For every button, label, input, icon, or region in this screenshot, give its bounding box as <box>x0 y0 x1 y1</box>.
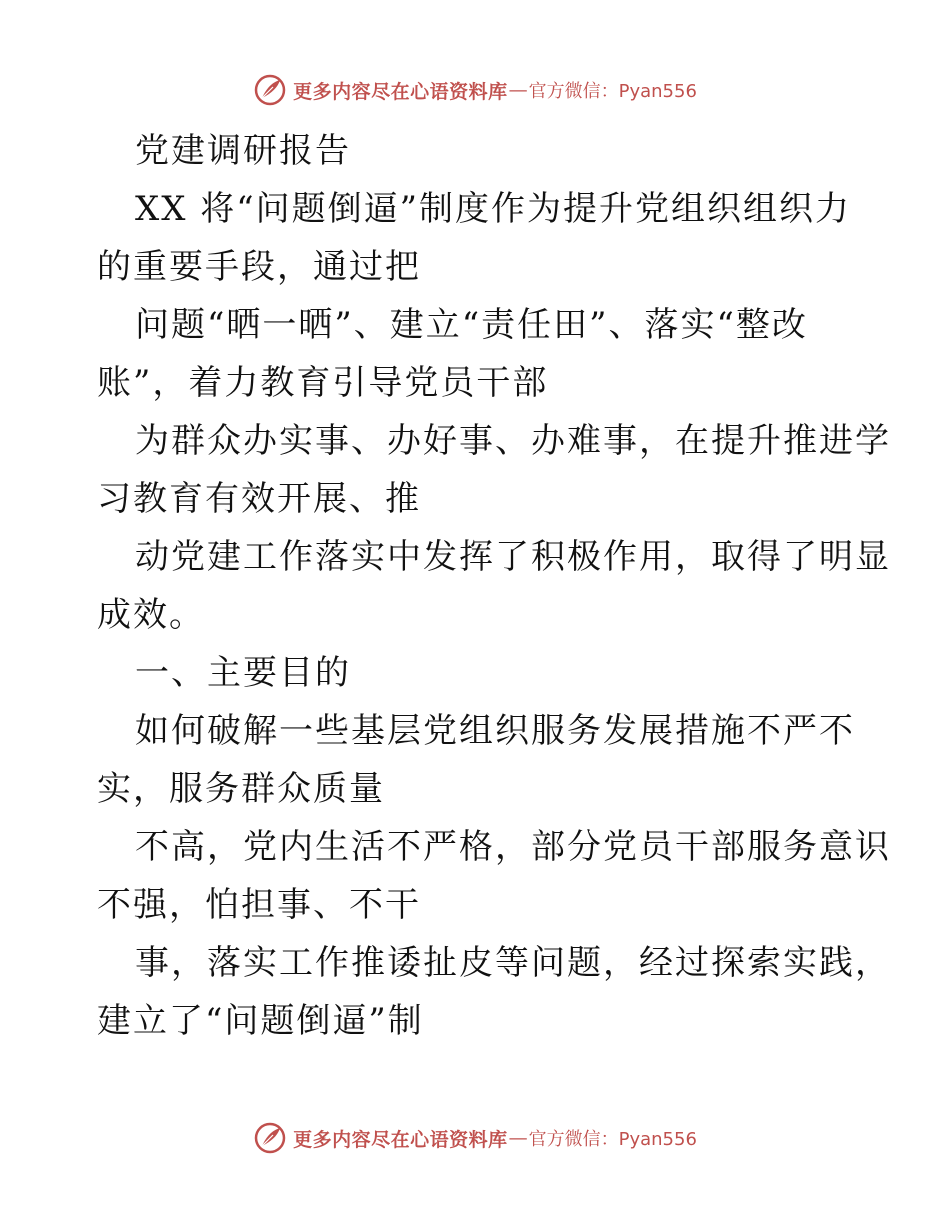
paragraph-line: 建立了“问题倒逼”制 <box>97 1001 424 1041</box>
feather-pen-icon <box>253 73 287 107</box>
section-heading: 一、主要目的 <box>135 653 351 693</box>
paragraph-line: 动党建工作落实中发挥了积极作用，取得了明显 <box>135 537 891 577</box>
banner-site-text: 更多内容尽在心语资料库 <box>293 80 508 103</box>
paragraph-line: 不强，怕担事、不干 <box>97 885 421 925</box>
banner-site-text: 更多内容尽在心语资料库 <box>293 1128 508 1151</box>
banner-contact-text: 官方微信：Pyan556 <box>528 1129 697 1150</box>
document-body <box>97 122 891 1050</box>
banner-contact-text: 官方微信：Pyan556 <box>528 81 697 102</box>
paragraph-line: 事，落实工作推诿扯皮等问题，经过探索实践， <box>135 943 891 983</box>
feather-pen-icon <box>253 1121 287 1155</box>
header-banner <box>0 70 950 110</box>
banner-separator: — <box>508 1127 528 1149</box>
paragraph-line: 成效。 <box>97 595 205 635</box>
paragraph-line: XX 将“问题倒逼”制度作为提升党组织组织力 <box>135 189 851 229</box>
paragraph-line: 如何破解一些基层党组织服务发展措施不严不 <box>135 711 855 751</box>
footer-banner <box>0 1118 950 1158</box>
paragraph-line: 账”，着力教育引导党员干部 <box>97 363 549 403</box>
paragraph-line: 的重要手段，通过把 <box>97 247 421 287</box>
document-title: 党建调研报告 <box>135 131 351 171</box>
paragraph-line: 不高，党内生活不严格，部分党员干部服务意识 <box>135 827 891 867</box>
paragraph-line: 习教育有效开展、推 <box>97 479 421 519</box>
banner-separator: — <box>508 79 528 101</box>
paragraph-line: 实，服务群众质量 <box>97 769 385 809</box>
paragraph-line: 为群众办实事、办好事、办难事，在提升推进学 <box>135 421 891 461</box>
paragraph-line: 问题“晒一晒”、建立“责任田”、落实“整改 <box>135 305 808 345</box>
